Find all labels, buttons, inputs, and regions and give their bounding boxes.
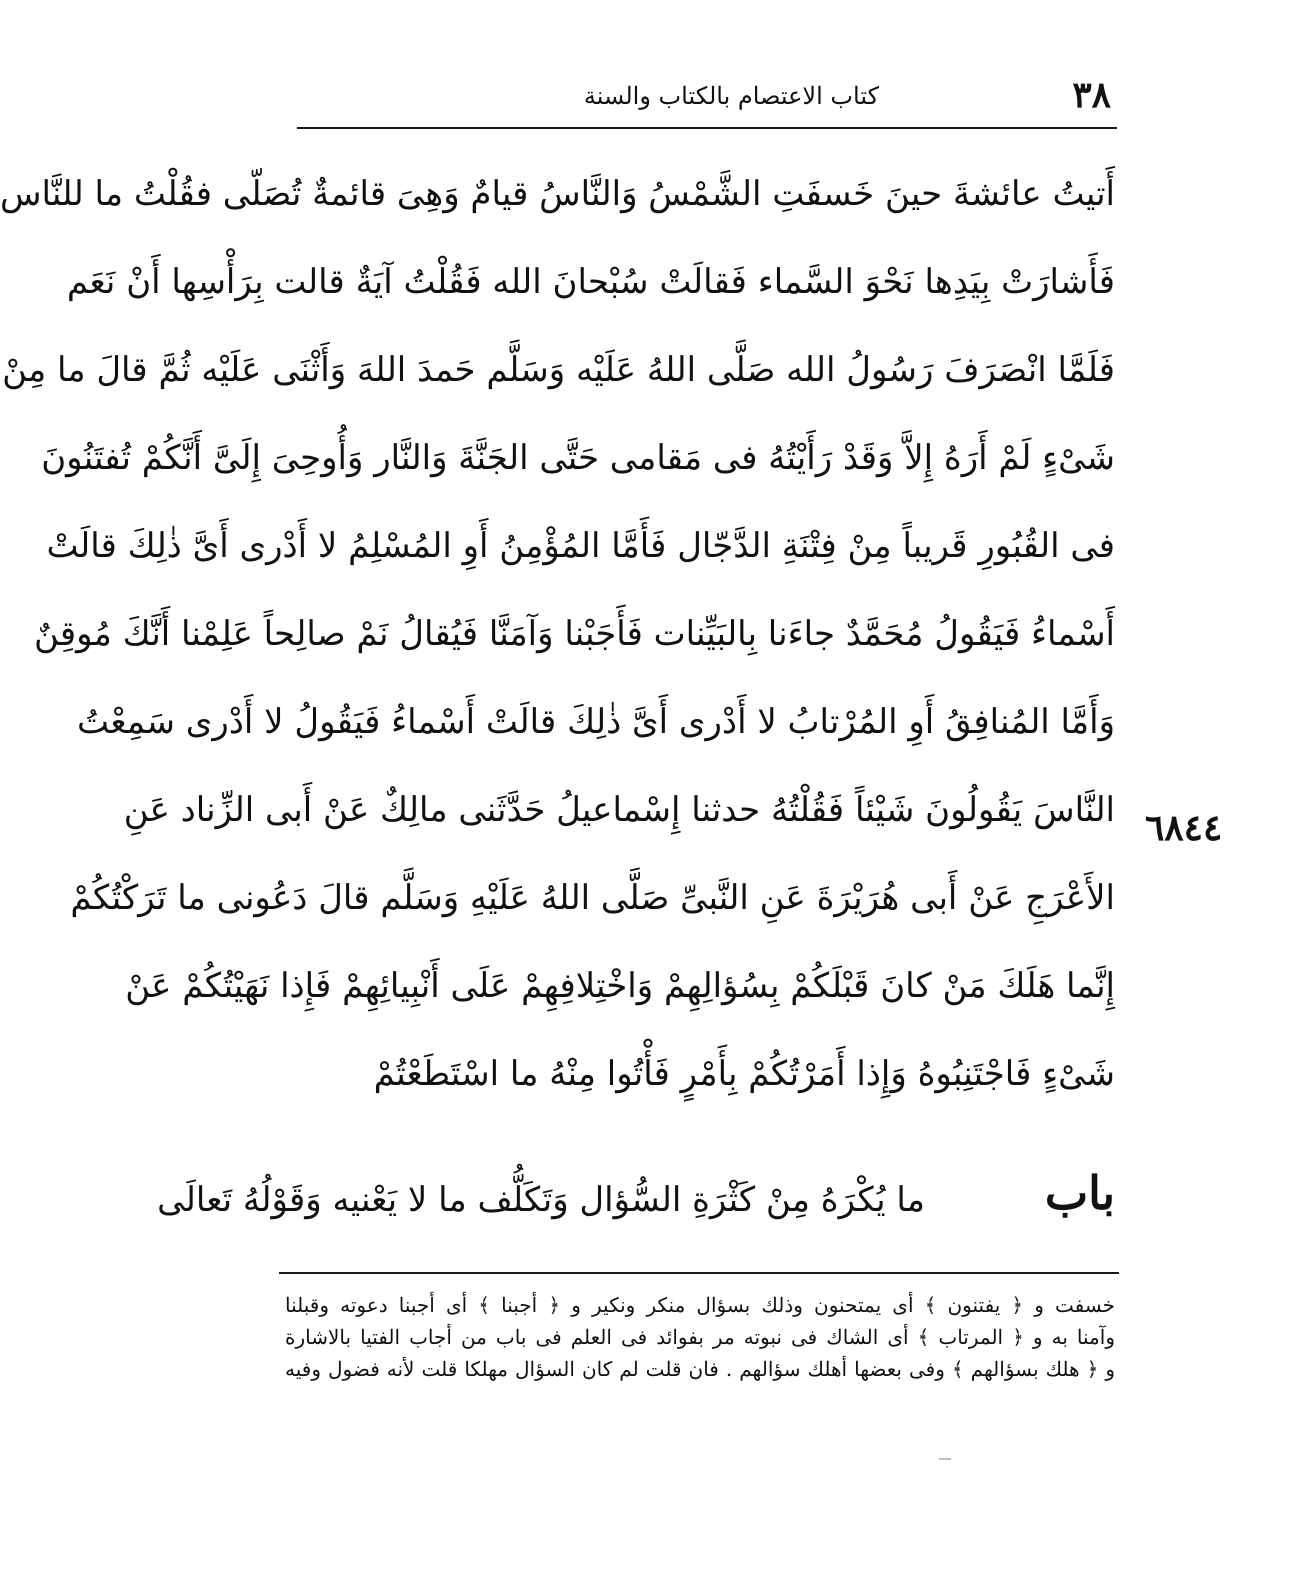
page-number: ٣٨ bbox=[1072, 74, 1111, 116]
footnote-divider bbox=[279, 1272, 1119, 1274]
text-line-4: شَىْءٍ لَمْ أَرَهُ إِلاَّ وَقَدْ رَأَيْتُهُ فى مَقامى حَتَّى الجَنَّةَ وَالنَّار وَأُوحِىَ إِلَىَّ أَنَّكُمْ تُفتَنُونَ bbox=[41, 438, 1115, 478]
chapter-title: ما يُكْرَهُ مِنْ كَثْرَةِ السُّؤال وَتَكَلُّف ما لا يَعْنيه وَقَوْلُهُ تَعالَى bbox=[157, 1180, 925, 1220]
text-line-6: أَسْماءُ فَيَقُولُ مُحَمَّدٌ جاءَنا بِالبَيِّنات فَأَجَبْنا وَآمَنَّا فَيُقالُ نَمْ صالِحاً عَلِمْنا أَنَّكَ مُوقِنٌ bbox=[33, 614, 1115, 654]
text-line-10: إِنَّما هَلَكَ مَنْ كانَ قَبْلَكُمْ بِسُؤالِهِمْ وَاخْتِلافِهِمْ عَلَى أَنْبِيائِهِمْ فَإِذا نَهَيْتُكُمْ عَنْ bbox=[125, 966, 1115, 1006]
text-line-8: النَّاسَ يَقُولُونَ شَيْئاً فَقُلْتُهُ حدثنا إِسْماعيلُ حَدَّثَنى مالِكٌ عَنْ أَبى الزِّناد عَنِ bbox=[123, 790, 1115, 830]
hadith-number: ٦٨٤٤ bbox=[1145, 807, 1223, 849]
chapter-label: باب bbox=[1044, 1166, 1115, 1220]
text-line-1: أَتيتُ عائشةَ حينَ خَسفَتِ الشَّمْسُ وَالنَّاسُ قيامٌ وَهِىَ قائمةٌ تُصَلّى فقُلْتُ ما للنَّاس bbox=[0, 174, 1115, 214]
footnote-line-1: خسفت و ﴿ يفتنون ﴾ أى يمتحنون وذلك بسؤال منكر ونكير و ﴿ أجبنا ﴾ أى أجبنا دعوته وقبلنا bbox=[285, 1293, 1115, 1317]
text-line-11: شَىْءٍ فَاجْتَنِبُوهُ وَإِذا أَمَرْتُكُمْ بِأَمْرٍ فَأْتُوا مِنْهُ ما اسْتَطَعْتُمْ bbox=[373, 1054, 1115, 1094]
footnotes bbox=[285, 1290, 1115, 1384]
page-header bbox=[299, 72, 1119, 122]
footnote-line-3: و ﴿ هلك بسؤالهم ﴾ وفى بعضها أهلك سؤالهم . فان قلت لم كان السؤال مهلكا قلت لأنه فضول وفيه bbox=[285, 1357, 1115, 1381]
text-line-2: فَأَشارَتْ بِيَدِها نَحْوَ السَّماء فَقالَتْ سُبْحانَ الله فَقُلْتُ آيَةٌ قالت بِرَأْسِها أَنْ نَعَم bbox=[66, 262, 1115, 302]
text-line-7: وَأَمَّا المُنافِقُ أَوِ المُرْتابُ لا أَدْرى أَىَّ ذٰلِكَ قالَتْ أَسْماءُ فَيَقُولُ لا أَدْرى سَمِعْتُ bbox=[77, 702, 1115, 742]
text-line-9: الأَعْرَجِ عَنْ أَبى هُرَيْرَةَ عَنِ النَّبىِّ صَلَّى اللهُ عَلَيْهِ وَسَلَّم قالَ دَعُونى ما تَرَكْتُكُمْ bbox=[70, 878, 1115, 918]
text-line-5: فى القُبُورِ قَريباً مِنْ فِتْنَةِ الدَّجّال فَأَمَّا المُؤْمِنُ أَوِ المُسْلِمُ لا أَدْرى أَىَّ ذٰلِكَ قالَتْ bbox=[46, 526, 1115, 566]
scan-speck bbox=[939, 1458, 951, 1460]
header-divider bbox=[297, 127, 1117, 129]
text-line-3: فَلَمَّا انْصَرَفَ رَسُولُ الله صَلَّى اللهُ عَلَيْه وَسَلَّم حَمدَ اللهَ وَأَثْنَى عَلَيْه ثُمَّ قالَ ما مِنْ bbox=[2, 350, 1115, 390]
chapter-heading bbox=[157, 1158, 1115, 1248]
running-title: كتاب الاعتصام بالكتاب والسنة bbox=[583, 82, 879, 110]
footnote-line-2: وآمنا به و ﴿ المرتاب ﴾ أى الشاك فى نبوته مر بفوائد فى العلم فى باب من أجاب الفتيا بالاشارة bbox=[285, 1325, 1115, 1349]
main-text bbox=[0, 150, 1115, 1118]
